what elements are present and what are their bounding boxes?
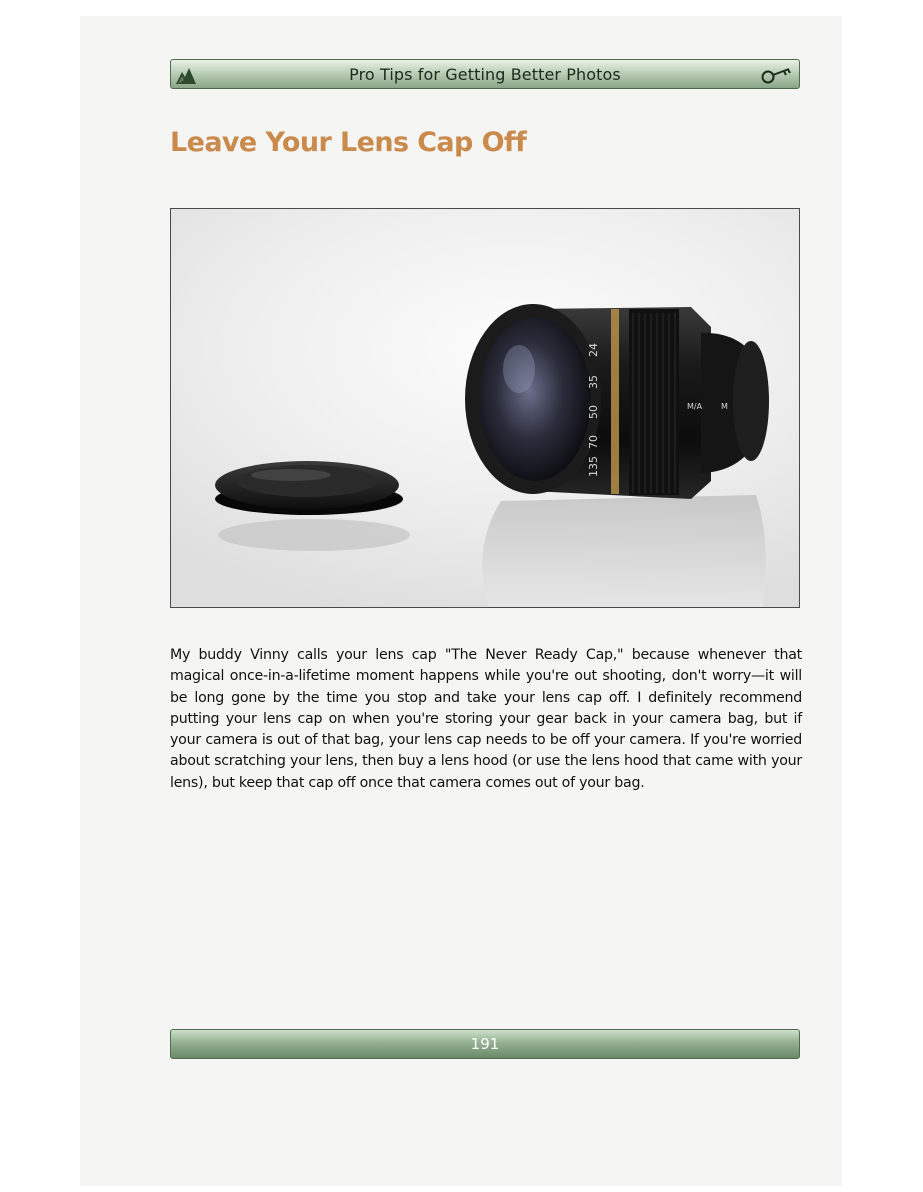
lens-photo (170, 208, 800, 608)
body-paragraph: My buddy Vinny calls your lens cap "The Never Ready Cap," because whenever that magical once-in-a-lifetime moment happens while you're out shooting, don't worry—it will be long gone by the time you stop and take your lens cap off. I definitely recommend putting your lens cap on when you're storing your gear back in your camera bag, but if your camera is out of that bag, your lens cap needs to be off your camera. If you're worried about scratching your lens, then buy a lens hood (or use the lens hood that came with your lens), but keep that cap off once that camera comes out of your bag. (170, 647, 802, 791)
key-icon (759, 65, 793, 85)
running-header (170, 59, 800, 89)
marking-135: 135 (587, 456, 600, 477)
switch-label-m: M (721, 402, 728, 411)
marking-35: 35 (587, 375, 600, 389)
switch-label-ma: M/A (687, 402, 703, 411)
page-heading: Leave Your Lens Cap Off (170, 127, 527, 158)
mountain-icon (175, 64, 197, 86)
header-title: Pro Tips for Getting Better Photos (349, 64, 621, 84)
marking-24: 24 (587, 343, 600, 357)
running-footer (170, 1029, 800, 1059)
marking-50: 50 (587, 405, 600, 419)
marking-70: 70 (587, 435, 600, 449)
page-number: 191 (470, 1035, 500, 1053)
